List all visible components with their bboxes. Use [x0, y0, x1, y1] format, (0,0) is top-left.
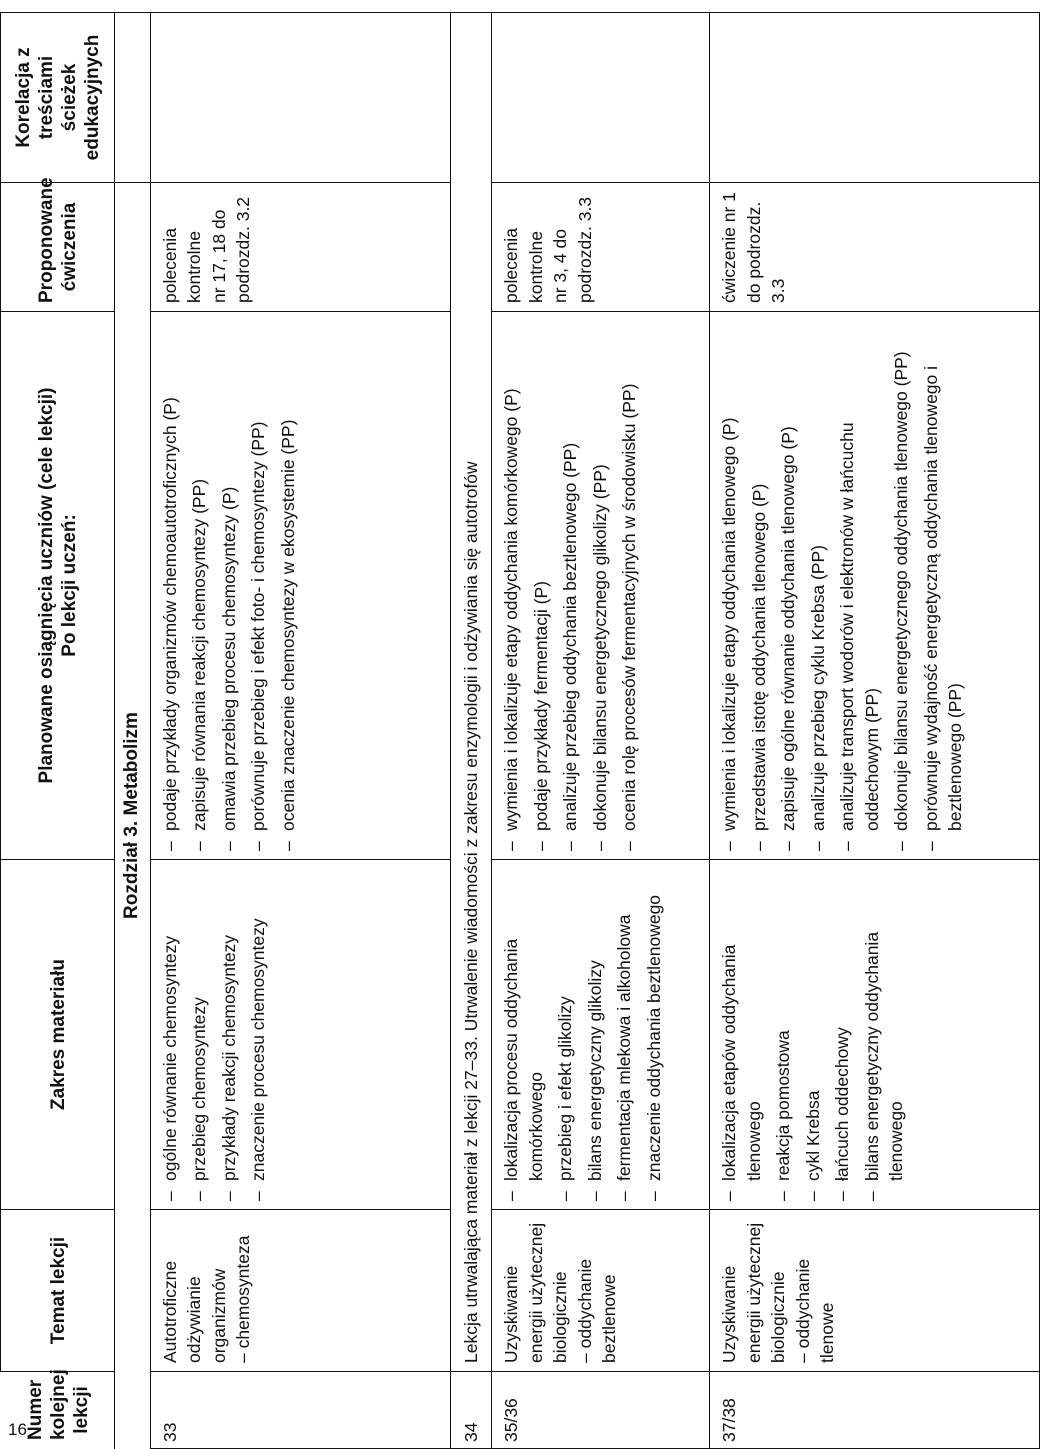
- lesson-row: [150, 13, 450, 1449]
- lesson-row: [710, 13, 1040, 1449]
- lesson-number: 35/36: [492, 1372, 710, 1449]
- goal-item: – analizuje przebieg cyklu Krebsa (PP): [806, 320, 831, 851]
- review-lesson-description: Lekcja utrwalająca materiał z lekcji 27–33. Utrwalenie wiadomości z zakresu enzymologii i odżywiania się autotrofów: [450, 13, 492, 1372]
- scope-item: – lokalizacja etapów oddychania tlenowego: [717, 868, 766, 1201]
- scope-item: – przebieg i efekt glikolizy: [553, 868, 578, 1201]
- goal-item: – dokonuje bilansu energetycznego oddychania tlenowego (PP): [889, 320, 914, 851]
- scope-item: – lokalizacja procesu oddychania komórkowego: [499, 868, 548, 1201]
- header-row: [1, 13, 115, 1449]
- goal-item: – zapisuje ogólne równanie oddychania tlenowego (P): [776, 320, 801, 851]
- goal-item: – ocenia rolę procesów fermentacyjnych w środowisku (PP): [617, 320, 642, 851]
- lesson-number: 34: [450, 1372, 492, 1449]
- goal-item: – podaje przykłady fermentacji (P): [529, 320, 554, 851]
- lesson-goals: [492, 312, 710, 860]
- lesson-number: 37/38: [710, 1372, 1040, 1449]
- section-row: [115, 13, 151, 1449]
- goal-item: – dokonuje bilansu energetycznego glikolizy (PP): [588, 320, 613, 851]
- lesson-scope: [150, 860, 450, 1210]
- lesson-correlation: [492, 13, 710, 183]
- rotated-page: [0, 13, 965, 1449]
- goal-item: – wymienia i lokalizuje etapy oddychania tlenowego (P): [717, 320, 742, 851]
- header-topic: Temat lekcji: [1, 1210, 115, 1372]
- goal-item: – zapisuje równania reakcji chemosyntezy (PP): [187, 320, 212, 851]
- lesson-scope: [492, 860, 710, 1210]
- goal-item: – ocenia znaczenie chemosyntezy w ekosystemie (PP): [276, 320, 301, 851]
- lesson-plan-table: [0, 12, 1040, 1449]
- lesson-topic: Autotroficzne odżywianie organizmów – chemosynteza: [150, 1210, 450, 1372]
- scope-item: – przebieg chemosyntezy: [187, 868, 212, 1201]
- lesson-row: [492, 13, 710, 1449]
- lesson-correlation: [150, 13, 450, 183]
- goal-item: – analizuje transport wodorów i elektronów w łańcuchu oddechowym (PP): [835, 320, 884, 851]
- lesson-correlation: [710, 13, 1040, 183]
- page-number: 16: [8, 1420, 27, 1439]
- goal-item: – podaje przykłady organizmów chemoautotroficznych (P): [158, 320, 183, 851]
- lesson-exercises: polecenia kontrolne nr 3, 4 do podrozdz. 3.3: [492, 183, 710, 312]
- scope-item: – znaczenie oddychania beztlenowego: [642, 868, 667, 1201]
- scope-item: – cykl Krebsa: [801, 868, 826, 1201]
- section-title: Rozdział 3. Metabolizm: [115, 183, 151, 1449]
- header-scope: Zakres materiału: [1, 860, 115, 1210]
- lesson-exercises: ćwiczenie nr 1 do podrozdz. 3.3: [710, 183, 1040, 312]
- header-number: Numer kolejnej lekcji: [1, 1372, 115, 1449]
- scope-item: – przykłady reakcji chemosyntezy: [217, 868, 242, 1201]
- lesson-topic: Uzyskiwanie energii użytecznej biologicznie – oddychanie beztlenowe: [492, 1210, 710, 1372]
- lesson-scope: [710, 860, 1040, 1210]
- scope-item: – ogólne równanie chemosyntezy: [158, 868, 183, 1201]
- header-goals: Planowane osiągnięcia uczniów (cele lekcji) Po lekcji uczeń:: [1, 312, 115, 860]
- scope-item: – bilans energetyczny oddychania tlenowego: [860, 868, 909, 1201]
- goal-item: – porównuje wydajność energetyczną oddychania tlenowego i beztlenowego (PP): [919, 320, 968, 851]
- header-exercises: Proponowane ćwiczenia: [1, 183, 115, 312]
- goal-item: – omawia przebieg procesu chemosyntezy (P): [217, 320, 242, 851]
- lesson-number: 33: [150, 1372, 450, 1449]
- scope-item: – łańcuch oddechowy: [830, 868, 855, 1201]
- scope-item: – znaczenie procesu chemosyntezy: [246, 868, 271, 1201]
- review-lesson-row: [450, 13, 492, 1449]
- lesson-exercises: polecenia kontrolne nr 17, 18 do podrozdz. 3.2: [150, 183, 450, 312]
- scope-item: – fermentacja mlekowa i alkoholowa: [612, 868, 637, 1201]
- lesson-topic: Uzyskiwanie energii użytecznej biologicznie – oddychanie tlenowe: [710, 1210, 1040, 1372]
- goal-item: – porównuje przebieg i efekt foto- i chemosyntezy (PP): [246, 320, 271, 851]
- goal-item: – analizuje przebieg oddychania beztlenowego (PP): [558, 320, 583, 851]
- scope-item: – reakcja pomostowa: [771, 868, 796, 1201]
- header-correlation: Korelacja z treściami ścieżek edukacyjnych: [1, 13, 115, 183]
- goal-item: – wymienia i lokalizuje etapy oddychania komórkowego (P): [499, 320, 524, 851]
- lesson-goals: [710, 312, 1040, 860]
- lesson-goals: [150, 312, 450, 860]
- goal-item: – przedstawia istotę oddychania tlenowego (P): [747, 320, 772, 851]
- scope-item: – bilans energetyczny glikolizy: [583, 868, 608, 1201]
